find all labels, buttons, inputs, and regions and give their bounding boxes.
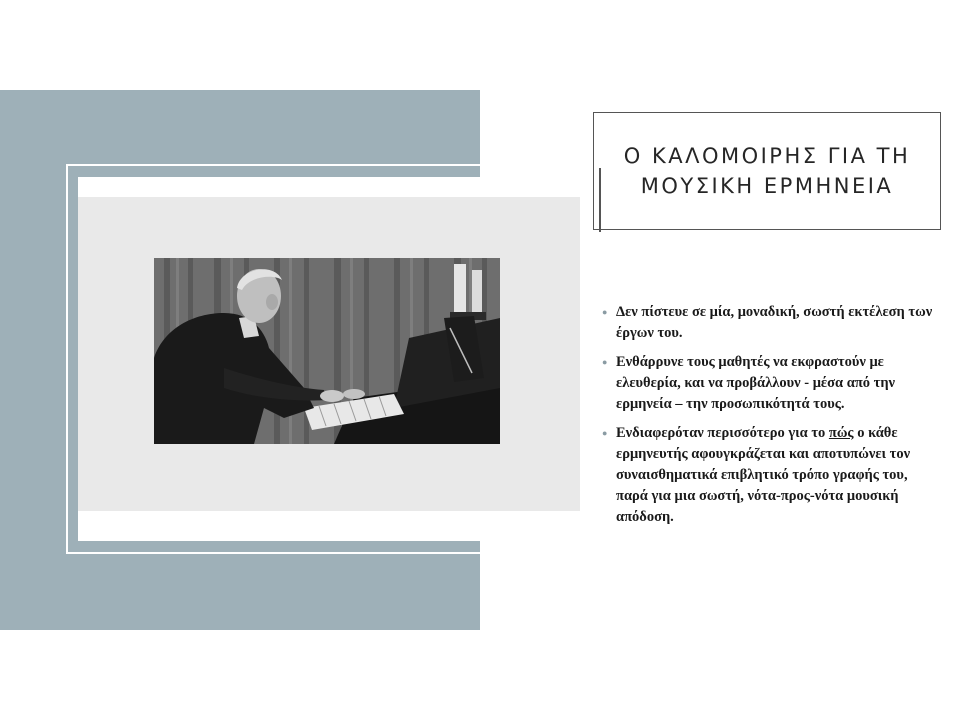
bullet-text: Δεν πίστευε σε μία, μοναδική, σωστή εκτέλεση των έργων του. [616, 304, 933, 341]
title-accent-line [599, 168, 601, 232]
bullet-item [602, 352, 934, 415]
bullet-text-post: ο κάθε ερμηνευτής αφουγκράζεται και αποτυπώνει τον συναισθηματικά επιβλητικό τρόπο γραφής του, παρά για μια σωστή, νότα-προς-νότα μουσική απόδοση. [616, 425, 911, 525]
bullet-list [602, 302, 934, 536]
bullet-text-pre: Ενδιαφερόταν περισσότερο για το [616, 425, 829, 441]
title-box [593, 112, 941, 230]
slide-title: Ο ΚΑΛΟΜΟΙΡΗΣ ΓΙΑ ΤΗ ΜΟΥΣΙΚΗ ΕΡΜΗΝΕΙΑ [623, 144, 911, 198]
bullet-marker-icon: ● [602, 357, 608, 367]
bullet-item [602, 302, 934, 344]
bullet-marker-icon: ● [602, 428, 608, 438]
bullet-text: Ενθάρρυνε τους μαθητές να εκφραστούν με ελευθερία, και να προβάλλουν - μέσα από την ερμηνεία – την προσωπικότητά τους. [616, 354, 896, 412]
pianist-photo [154, 258, 500, 444]
bullet-text-emphasis: πώς [828, 425, 854, 441]
bullet-item [602, 423, 934, 528]
bullet-marker-icon: ● [602, 307, 608, 317]
